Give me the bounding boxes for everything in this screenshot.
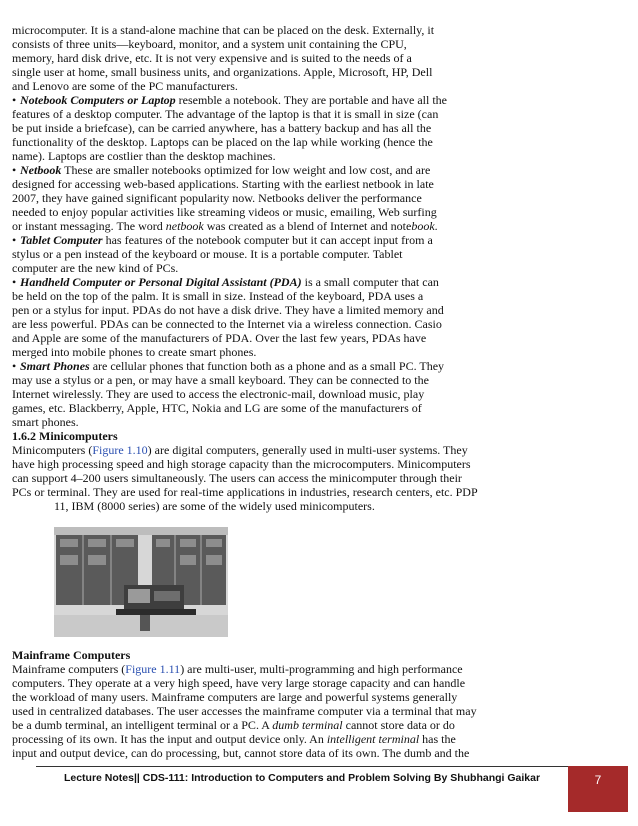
text-line: stylus or a pen instead of the keyboard or mouse. It is a portable computer. Tablet [12,247,403,261]
bullet-icon: • [12,359,17,373]
text-span: was created as a blend of Internet and note [203,219,412,233]
text-line: Internet wirelessly. They are used to access the electronic-mail, download music, play [12,387,425,401]
intro-paragraph [12,23,512,93]
text-line: games, etc. Blackberry, Apple, HTC, Nokia and LG are some of the manufacturers of [12,401,422,415]
text-span: are cellular phones that function both as a phone and as a small PC. They [89,359,445,373]
term-tablet: Tablet Computer [20,233,103,247]
footer-text: Lecture Notes|| CDS-111: Introduction to Computers and Problem Solving By Shubhangi Gaikar [63,772,541,784]
text-span: is a small computer that can [301,275,439,289]
minicomputer-photo [54,527,228,637]
text-line: 11, IBM (8000 series) are some of the widely used minicomputers. [54,499,375,513]
section-heading: Mainframe Computers [12,648,131,662]
netbook-paragraph [12,163,512,233]
bullet-icon: • [12,93,17,107]
text-line: 2007, they have gained significant popularity now. Netbooks deliver the performance [12,191,422,205]
text-line [12,718,512,732]
text-span: . [434,219,438,233]
bullet-icon: • [12,233,17,247]
text-line: consists of three units—keyboard, monitor, and a system unit containing the CPU, [12,37,407,51]
text-line: are less powerful. PDAs can be connected to the Internet via a wireless connection. Casio [12,317,442,331]
text-line: name). Laptops are costlier than the desktop machines. [12,149,276,163]
notebook-paragraph [12,93,512,163]
text-span: Mainframe computers ( [12,662,126,676]
text-span: ) are multi-user, multi-programming and high performance [180,662,463,676]
text-span: be a dumb terminal, an intelligent terminal or a PC. A [12,718,273,732]
text-line: smart phones. [12,415,79,429]
page-number-badge: 7 [568,766,628,812]
text-span: Minicomputers ( [12,443,93,457]
text-line: computers. They operate at a very high speed, have very large storage capacity and can handle [12,676,466,690]
footer-divider [36,766,568,767]
text-line: PCs or terminal. They are used for real-time applications in industries, research centers, etc. PDP [12,485,478,499]
text-span: or instant messaging. The word [12,219,166,233]
figure-link[interactable]: Figure 1.10 [92,443,148,457]
italic-term: intelligent terminal [326,732,420,746]
text-line: memory, hard disk drive, etc. It is not very expensive and is suited to the needs of a [12,51,412,65]
text-line: microcomputer. It is a stand-alone machine that can be placed on the desk. Externally, it [12,23,435,37]
text-line: functionality of the desktop. Laptops can be placed on the lap while working (hence the [12,135,433,149]
pda-paragraph [12,275,512,359]
text-line [12,275,512,289]
term-pda: Handheld Computer or Personal Digital Assistant (PDA) [20,275,302,289]
italic-term: netbook [165,219,204,233]
text-line: computer are the new kind of PCs. [12,261,179,275]
mainframe-section-wrapper [12,648,512,760]
text-line: used in centralized databases. The user accesses the mainframe computer via a terminal that may [12,704,477,718]
text-line: pen or a stylus for input. PDAs do not have a disk drive. They have a limited memory and [12,303,444,317]
text-line: may use a stylus or a pen, or may have a small keyboard. They can be connected to the [12,373,429,387]
text-line [12,732,512,746]
text-line: designed for accessing web-based applications. Starting with the earliest netbook in late [12,177,434,191]
text-line: have high processing speed and high storage capacity than the microcomputers. Minicomputers [12,457,471,471]
section-heading: 1.6.2 Minicomputers [12,429,118,443]
text-span: These are smaller notebooks optimized for low weight and low cost, and are [61,163,431,177]
term-netbook: Netbook [20,163,62,177]
text-line: can support 4–200 users simultaneously. The users can access the minicomputer through their [12,471,462,485]
italic-term: book [411,219,435,233]
text-line: and Apple are some of the manufacturers of PDA. Over the last few years, PDAs have [12,331,427,345]
text-span: has the [419,732,456,746]
text-line [12,662,512,676]
bullet-icon: • [12,275,17,289]
minicomputers-section [12,429,512,513]
mainframe-section [12,648,512,760]
text-line: the workload of many users. Mainframe computers are large and powerful systems generally [12,690,458,704]
italic-term: dumb terminal [272,718,343,732]
text-line: and Lenovo are some of the PC manufacturers. [12,79,238,93]
text-span: processing of its own. It has the input and output device only. An [12,732,327,746]
document-body [12,23,512,513]
text-span: cannot store data or do [342,718,455,732]
text-line [12,443,512,457]
minicomputer-illustration [54,527,228,637]
text-line [12,163,512,177]
text-line [12,359,512,373]
text-line: merged into mobile phones to create smart phones. [12,345,257,359]
text-line: be put inside a briefcase), can be carried anywhere, has a battery backup and has all the [12,121,432,135]
text-line: input and output device, can do processing, but, cannot store data of its own. The dumb and the [12,746,470,760]
term-smartphones: Smart Phones [20,359,90,373]
text-line: single user at home, small business units, and organizations. Apple, Microsoft, HP, Dell [12,65,433,79]
term-notebook: Notebook Computers or Laptop [20,93,176,107]
smartphone-paragraph [12,359,512,429]
tablet-paragraph [12,233,512,275]
bullet-icon: • [12,163,17,177]
text-span: ) are digital computers, generally used in multi-user systems. They [147,443,468,457]
text-line [12,93,512,107]
text-line: features of a desktop computer. The advantage of the laptop is that it is small in size (can [12,107,439,121]
figure-link[interactable]: Figure 1.11 [125,662,181,676]
text-line: needed to enjoy popular activities like streaming videos or music, emailing, Web surfing [12,205,437,219]
text-span: resemble a notebook. They are portable and have all the [175,93,448,107]
text-line [12,219,512,233]
text-line [12,233,512,247]
text-line: be held on the top of the palm. It is small in size. Instead of the keyboard, PDA uses a [12,289,424,303]
text-span: has features of the notebook computer but it can accept input from a [102,233,433,247]
